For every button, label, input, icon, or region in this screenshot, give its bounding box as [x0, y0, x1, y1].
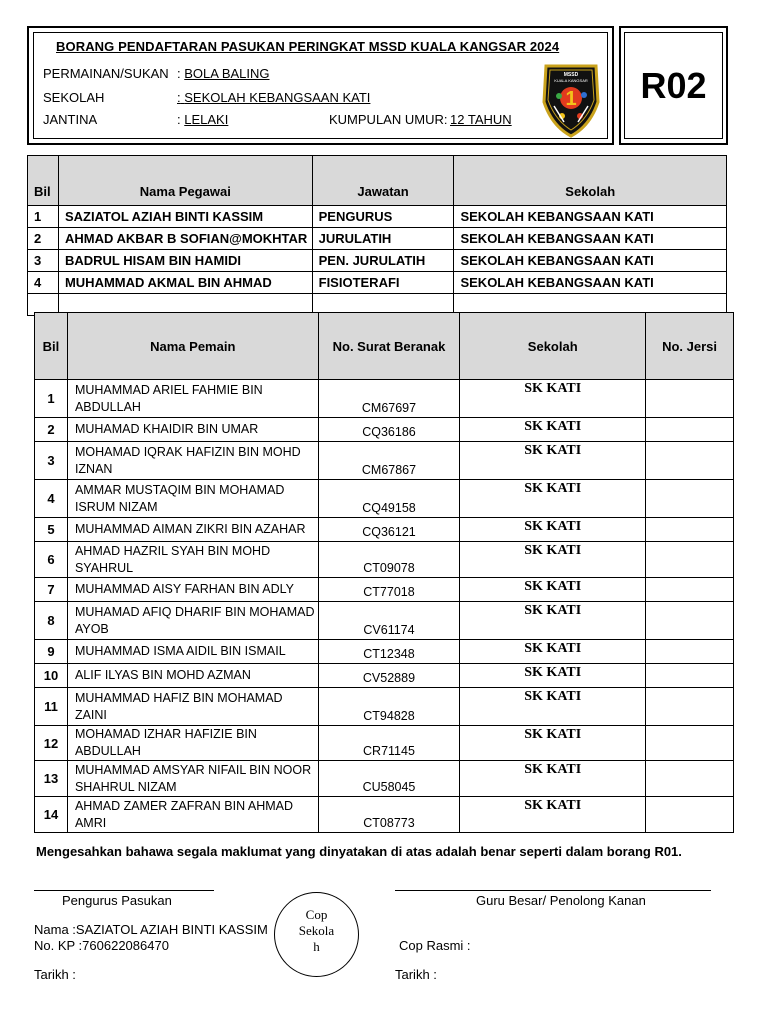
- staff-name: BADRUL HISAM BIN HAMIDI: [58, 250, 312, 272]
- player-row: [35, 518, 734, 542]
- player-row: [35, 797, 734, 833]
- svg-text:KUALA KANGSAR: KUALA KANGSAR: [554, 78, 588, 83]
- player-bil: 6: [35, 542, 68, 578]
- player-jersey: [646, 518, 734, 542]
- date-left: Tarikh :: [34, 967, 76, 982]
- player-name: MUHAMMAD ARIEL FAHMIE BIN ABDULLAH: [67, 380, 318, 418]
- player-row: [35, 380, 734, 418]
- player-birth-cert: CV52889: [318, 664, 460, 688]
- official-stamp-label: Cop Rasmi :: [399, 938, 471, 953]
- player-school: SK KATI: [460, 640, 646, 664]
- staff-header-bil: Bil: [28, 156, 59, 206]
- game-value: BOLA BALING: [184, 66, 270, 81]
- gender-label: JANTINA: [43, 112, 98, 127]
- player-jersey: [646, 797, 734, 833]
- player-birth-cert: CT08773: [318, 797, 460, 833]
- age-group-value: 12 TAHUN: [450, 112, 512, 127]
- player-jersey: [646, 602, 734, 640]
- game-label: PERMAINAN/SUKAN: [43, 66, 169, 81]
- player-jersey: [646, 664, 734, 688]
- staff-school: SEKOLAH KEBANGSAAN KATI: [454, 250, 727, 272]
- manager-ic: No. KP :760622086470: [34, 938, 169, 953]
- player-row: [35, 578, 734, 602]
- player-birth-cert: CQ36121: [318, 518, 460, 542]
- staff-role: JURULATIH: [312, 228, 454, 250]
- player-jersey: [646, 418, 734, 442]
- player-school: SK KATI: [460, 726, 646, 761]
- staff-table: [27, 155, 727, 316]
- staff-row: [28, 206, 727, 228]
- player-school: SK KATI: [460, 664, 646, 688]
- player-jersey: [646, 442, 734, 480]
- svg-text:MSSD: MSSD: [563, 72, 579, 78]
- player-row: [35, 480, 734, 518]
- player-birth-cert: CU58045: [318, 761, 460, 797]
- form-code: R02: [624, 32, 723, 139]
- player-bil: 4: [35, 480, 68, 518]
- staff-row: [28, 250, 727, 272]
- player-bil: 11: [35, 688, 68, 726]
- date-right: Tarikh :: [395, 967, 437, 982]
- players-header-name: Nama Pemain: [67, 313, 318, 380]
- player-jersey: [646, 480, 734, 518]
- staff-name: SAZIATOL AZIAH BINTI KASSIM: [58, 206, 312, 228]
- staff-school: SEKOLAH KEBANGSAAN KATI: [454, 272, 727, 294]
- player-birth-cert: CM67697: [318, 380, 460, 418]
- player-school: SK KATI: [460, 578, 646, 602]
- player-school: SK KATI: [460, 480, 646, 518]
- staff-header-row: [28, 156, 727, 206]
- staff-name: AHMAD AKBAR B SOFIAN@MOKHTAR: [58, 228, 312, 250]
- player-name: MUHAMMAD AISY FARHAN BIN ADLY: [67, 578, 318, 602]
- school-stamp-circle: Cop Sekola h: [274, 892, 359, 977]
- player-birth-cert: CQ36186: [318, 418, 460, 442]
- player-name: MUHAMMAD AIMAN ZIKRI BIN AZAHAR: [67, 518, 318, 542]
- staff-role: FISIOTERAFI: [312, 272, 454, 294]
- signature-line-left: [34, 890, 214, 891]
- player-school: SK KATI: [460, 797, 646, 833]
- staff-school: SEKOLAH KEBANGSAAN KATI: [454, 228, 727, 250]
- player-bil: 12: [35, 726, 68, 761]
- player-name: AHMAD ZAMER ZAFRAN BIN AHMAD AMRI: [67, 797, 318, 833]
- gender-value-row: : LELAKI: [177, 112, 229, 127]
- players-header-row: [35, 313, 734, 380]
- manager-name: Nama :SAZIATOL AZIAH BINTI KASSIM: [34, 922, 268, 937]
- player-name: MOHAMAD IZHAR HAFIZIE BIN ABDULLAH: [67, 726, 318, 761]
- school-label: SEKOLAH: [43, 90, 105, 105]
- staff-role: PEN. JURULATIH: [312, 250, 454, 272]
- player-school: SK KATI: [460, 602, 646, 640]
- staff-bil: 4: [28, 272, 59, 294]
- staff-bil: 3: [28, 250, 59, 272]
- age-group-label: KUMPULAN UMUR:: [329, 112, 448, 127]
- player-row: [35, 726, 734, 761]
- headmaster-label: Guru Besar/ Penolong Kanan: [476, 893, 646, 908]
- game-value-row: : BOLA BALING: [177, 66, 270, 81]
- player-name: AMMAR MUSTAQIM BIN MOHAMAD ISRUM NIZAM: [67, 480, 318, 518]
- player-row: [35, 761, 734, 797]
- mssd-logo: [540, 62, 602, 138]
- school-value-row: : SEKOLAH KEBANGSAAN KATI: [177, 90, 371, 105]
- players-header-bil: Bil: [35, 313, 68, 380]
- player-birth-cert: CQ49158: [318, 480, 460, 518]
- player-school: SK KATI: [460, 761, 646, 797]
- player-birth-cert: CM67867: [318, 442, 460, 480]
- staff-bil: 1: [28, 206, 59, 228]
- player-bil: 14: [35, 797, 68, 833]
- player-jersey: [646, 542, 734, 578]
- player-bil: 2: [35, 418, 68, 442]
- player-bil: 5: [35, 518, 68, 542]
- staff-name: MUHAMMAD AKMAL BIN AHMAD: [58, 272, 312, 294]
- player-jersey: [646, 640, 734, 664]
- svg-text:1: 1: [565, 88, 577, 110]
- player-jersey: [646, 761, 734, 797]
- staff-row: [28, 272, 727, 294]
- player-school: SK KATI: [460, 688, 646, 726]
- player-bil: 1: [35, 380, 68, 418]
- player-row: [35, 602, 734, 640]
- player-name: MUHAMAD AFIQ DHARIF BIN MOHAMAD AYOB: [67, 602, 318, 640]
- staff-header-name: Nama Pegawai: [58, 156, 312, 206]
- staff-row: [28, 228, 727, 250]
- form-title: BORANG PENDAFTARAN PASUKAN PERINGKAT MSSD KUALA KANGSAR 2024: [56, 39, 560, 54]
- player-birth-cert: CT77018: [318, 578, 460, 602]
- player-name: AHMAD HAZRIL SYAH BIN MOHD SYAHRUL: [67, 542, 318, 578]
- staff-bil: 2: [28, 228, 59, 250]
- player-jersey: [646, 578, 734, 602]
- player-birth-cert: CT12348: [318, 640, 460, 664]
- players-header-jersey: No. Jersi: [646, 313, 734, 380]
- gender-value: LELAKI: [184, 112, 229, 127]
- staff-role: PENGURUS: [312, 206, 454, 228]
- player-jersey: [646, 726, 734, 761]
- player-bil: 7: [35, 578, 68, 602]
- player-name: MUHAMMAD ISMA AIDIL BIN ISMAIL: [67, 640, 318, 664]
- player-name: MUHAMMAD HAFIZ BIN MOHAMAD ZAINI: [67, 688, 318, 726]
- players-header-cert: No. Surat Beranak: [318, 313, 460, 380]
- player-bil: 8: [35, 602, 68, 640]
- player-birth-cert: CT94828: [318, 688, 460, 726]
- player-birth-cert: CV61174: [318, 602, 460, 640]
- player-row: [35, 542, 734, 578]
- player-birth-cert: CT09078: [318, 542, 460, 578]
- player-row: [35, 640, 734, 664]
- player-name: MUHAMAD KHAIDIR BIN UMAR: [67, 418, 318, 442]
- player-bil: 3: [35, 442, 68, 480]
- player-school: SK KATI: [460, 442, 646, 480]
- player-birth-cert: CR71145: [318, 726, 460, 761]
- players-header-school: Sekolah: [460, 313, 646, 380]
- player-name: ALIF ILYAS BIN MOHD AZMAN: [67, 664, 318, 688]
- player-school: SK KATI: [460, 518, 646, 542]
- player-school: SK KATI: [460, 418, 646, 442]
- player-name: MOHAMAD IQRAK HAFIZIN BIN MOHD IZNAN: [67, 442, 318, 480]
- team-manager-label: Pengurus Pasukan: [62, 893, 172, 908]
- player-school: SK KATI: [460, 542, 646, 578]
- player-row: [35, 688, 734, 726]
- player-row: [35, 664, 734, 688]
- player-jersey: [646, 380, 734, 418]
- player-row: [35, 442, 734, 480]
- staff-school: SEKOLAH KEBANGSAAN KATI: [454, 206, 727, 228]
- players-table: [34, 312, 734, 833]
- confirmation-statement: Mengesahkan bahawa segala maklumat yang dinyatakan di atas adalah benar seperti dalam borang R01.: [36, 844, 682, 859]
- staff-header-role: Jawatan: [312, 156, 454, 206]
- staff-header-school: Sekolah: [454, 156, 727, 206]
- player-bil: 10: [35, 664, 68, 688]
- player-bil: 9: [35, 640, 68, 664]
- player-row: [35, 418, 734, 442]
- school-value: SEKOLAH KEBANGSAAN KATI: [184, 90, 371, 105]
- age-group-value-row: [450, 112, 512, 127]
- player-jersey: [646, 688, 734, 726]
- player-name: MUHAMMAD AMSYAR NIFAIL BIN NOOR SHAHRUL NIZAM: [67, 761, 318, 797]
- player-school: SK KATI: [460, 380, 646, 418]
- player-bil: 13: [35, 761, 68, 797]
- signature-line-right: [395, 890, 711, 891]
